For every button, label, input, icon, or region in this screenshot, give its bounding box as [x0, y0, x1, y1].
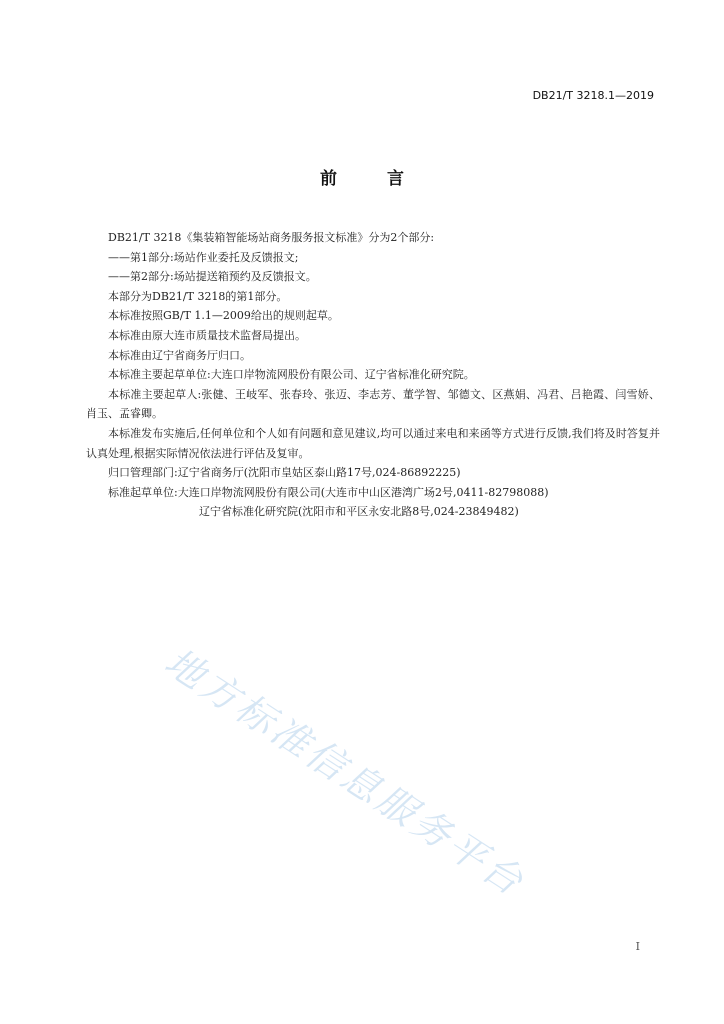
- document-number: DB21/T 3218.1—2019: [532, 89, 654, 102]
- paragraph-part-1: ——第1部分:场站作业委托及反馈报文;: [108, 250, 299, 264]
- watermark-text: 地方标准信息服务平台: [157, 639, 534, 906]
- paragraph-part-2: ——第2部分:场站提送箱预约及反馈报文。: [108, 270, 317, 284]
- paragraph-drafters: 本标准主要起草人:张健、王岐军、张春玲、张迈、李志芳、董学智、邹德文、区燕娟、冯君、吕艳霞、闫雪娇、肖玉、孟睿卿。: [86, 387, 660, 421]
- page-number: I: [635, 940, 640, 953]
- paragraph-drafting-rules: 本标准按照GB/T 1.1—2009给出的规则起草。: [108, 309, 339, 323]
- paragraph-centralized-by: 本标准由辽宁省商务厅归口。: [108, 348, 251, 362]
- paragraph-feedback: 本标准发布实施后,任何单位和个人如有问题和意见建议,均可以通过来电和来函等方式进行反馈,我们将及时答复并认真处理,根据实际情况依法进行评估及复审。: [86, 426, 660, 460]
- page-title: 前 言: [320, 169, 404, 189]
- management-department: 归口管理部门:辽宁省商务厅(沈阳市皇姑区泰山路17号,024-86892225): [108, 466, 461, 480]
- paragraph-drafting-units: 本标准主要起草单位:大连口岸物流网股份有限公司、辽宁省标准化研究院。: [108, 368, 475, 382]
- foreword-body: [86, 228, 660, 522]
- paragraph-parts: DB21/T 3218《集装箱智能场站商务服务报文标准》分为2个部分:: [108, 231, 435, 244]
- paragraph-this-part: 本部分为DB21/T 3218的第1部分。: [108, 289, 288, 303]
- paragraph-proposed-by: 本标准由原大连市质量技术监督局提出。: [108, 328, 306, 342]
- drafting-unit-2: 辽宁省标准化研究院(沈阳市和平区永安北路8号,024-23849482): [199, 505, 519, 519]
- drafting-unit-1: 标准起草单位:大连口岸物流网股份有限公司(大连市中山区港湾广场2号,0411-82798088): [108, 485, 549, 499]
